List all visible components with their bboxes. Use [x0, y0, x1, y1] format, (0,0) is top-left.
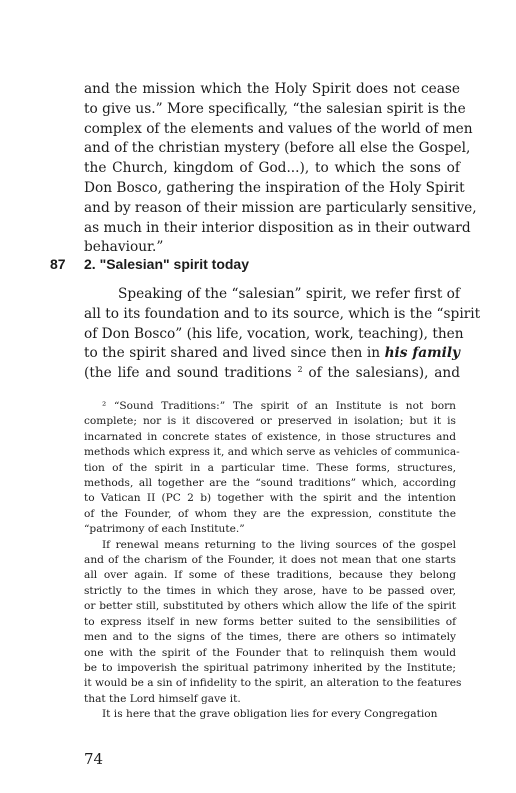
note-line: all over again. If some of these traditions, because they belong [84, 569, 456, 582]
note-line: “patrimony of each Institute.” [84, 523, 245, 536]
note-line: and of the charism of the Founder, it does not mean that one starts [84, 554, 456, 567]
line-text: of the salesians), and [308, 365, 460, 382]
note-line: to Vatican II (PC 2 b) together with the spirit and the intention [84, 492, 456, 505]
note-line: of the Founder, of whom they are the expression, constitute the [84, 507, 456, 520]
line-text: “Sound Traditions:” The spirit of an Institute is not born [114, 400, 456, 412]
note-line: strictly to the times in which they arose, have to be passed over, [84, 584, 456, 597]
note-line: methods which express it, and which serve as vehicles of communica- [84, 446, 460, 459]
note-line: or better still, substituted by others which allow the life of the spirit [84, 600, 456, 613]
text-line: Don Bosco, gathering the inspiration of the Holy Spirit [84, 179, 465, 196]
note-line: be to impoverish the spiritual patrimony inherited by the Institute; [84, 661, 456, 674]
note-line: it would be a sin of infidelity to the spirit, an alteration to the features [84, 677, 462, 690]
note-line: that the Lord himself gave it. [84, 692, 241, 705]
text-line [84, 364, 460, 384]
text-line: all to its foundation and to its source, which is the “spirit [84, 305, 481, 322]
line-text: to the spirit shared and lived since then in [84, 345, 381, 362]
text-line: complex of the elements and values of the world of men [84, 120, 473, 137]
note-line: men and to the signs of the times, there are others so intimately [84, 631, 456, 644]
text-line: and the mission which the Holy Spirit does not cease [84, 81, 460, 97]
text-line: behaviour.” [84, 239, 164, 256]
margin-number: 87 [50, 256, 66, 272]
note-line [84, 399, 456, 414]
note-line: methods, all together are the “sound traditions” which, according [84, 477, 456, 490]
text-line: Speaking of the “salesian” spirit, we refer first of [118, 286, 460, 302]
text-line: and of the christian mystery (before all else the Gospel, [84, 140, 471, 157]
line-text: (the life and sound traditions [84, 365, 292, 382]
footnote-reference: 2 [297, 365, 303, 375]
note-line: to express itself in new forms better suited to the sensibilities of [84, 615, 456, 628]
section-heading: 2. "Salesian" spirit today [84, 256, 249, 272]
italic-phrase: his family [384, 345, 461, 362]
note-line: incarnated in concrete states of existence, in those structures and [84, 430, 456, 443]
text-line: to give us.” More specifically, “the salesian spirit is the [84, 100, 466, 117]
text-line: of Don Bosco” (his life, vocation, work, teaching), then [84, 325, 464, 342]
page-number: 74 [84, 750, 104, 768]
text-line: as much in their interior disposition as in their outward [84, 219, 471, 236]
note-line: tion of the spirit in a particular time. These forms, structures, [84, 461, 456, 474]
note-line: It is here that the grave obligation lies for every Congregation [102, 708, 438, 721]
text-line [84, 344, 460, 364]
intro-paragraph [84, 80, 477, 258]
footnote-marker: ² [102, 400, 107, 412]
footnote [84, 399, 462, 723]
note-line: If renewal means returning to the living sources of the gospel [102, 538, 456, 551]
section-paragraph [84, 285, 481, 384]
text-line: the Church, kingdom of God...), to which the sons of [84, 160, 460, 177]
note-line: one with the spirit of the Founder that to relinquish them would [84, 646, 456, 659]
note-line: complete; nor is it discovered or preserved in isolation; but it is [84, 415, 456, 428]
text-line: and by reason of their mission are particularly sensitive, [84, 199, 477, 216]
